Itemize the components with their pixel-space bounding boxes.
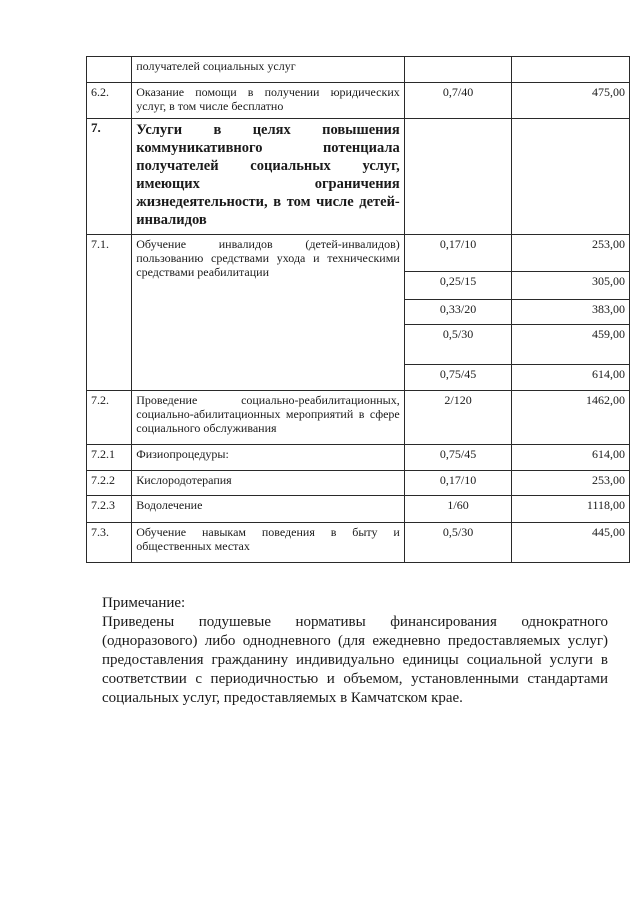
rate-cell: 2/120	[404, 391, 512, 445]
service-name: Кислородотерапия	[132, 471, 405, 496]
row-number: 7.2.	[87, 391, 132, 445]
section-row	[87, 119, 630, 235]
rate-cell: 0,75/45	[404, 365, 512, 391]
service-name: Обучение инвалидов (детей-инвалидов) пользованию средствами ухода и техническими средствами реабилитации	[132, 235, 405, 391]
note-text: Приведены подушевые нормативы финансирования однократного (одноразового) либо однодневного (для ежедневно предоставляемых услуг) предоставления гражданину индивидуально единицы социальной услуги в соответствии с периодичностью и объемом, установленными стандартами социальных услуг, предоставляемых в Камчатском крае.	[102, 614, 608, 706]
service-name: Водолечение	[132, 496, 405, 523]
table-row	[87, 83, 630, 119]
section-title: Услуги в целях повышения коммуникативного потенциала получателей социальных услуг, имеющих ограничения жизнедеятельности, в том числе детей-инвалидов	[132, 119, 405, 235]
row-number: 7.3.	[87, 523, 132, 563]
services-table	[86, 56, 630, 563]
row-number	[87, 57, 132, 83]
price-cell: 1118,00	[512, 496, 630, 523]
note-title: Примечание:	[102, 595, 186, 611]
price-cell: 383,00	[512, 300, 630, 325]
rate-cell: 0,5/30	[404, 523, 512, 563]
rate-cell: 0,33/20	[404, 300, 512, 325]
service-name: получателей социальных услуг	[132, 57, 405, 83]
price-cell: 305,00	[512, 272, 630, 300]
service-name: Физиопроцедуры:	[132, 445, 405, 471]
table-row	[87, 235, 630, 272]
rate-cell: 0,5/30	[404, 325, 512, 365]
price-cell: 1462,00	[512, 391, 630, 445]
price-cell: 614,00	[512, 445, 630, 471]
price-cell	[512, 119, 630, 235]
note-block	[102, 594, 608, 708]
rate-cell: 0,25/15	[404, 272, 512, 300]
service-name: Оказание помощи в получении юридических услуг, в том числе бесплатно	[132, 83, 405, 119]
table-row	[87, 471, 630, 496]
price-cell: 253,00	[512, 235, 630, 272]
price-cell: 253,00	[512, 471, 630, 496]
row-number: 7.1.	[87, 235, 132, 391]
row-number: 7.2.1	[87, 445, 132, 471]
table-row	[87, 391, 630, 445]
rate-cell	[404, 119, 512, 235]
rate-cell: 1/60	[404, 496, 512, 523]
price-cell	[512, 57, 630, 83]
rate-cell: 0,75/45	[404, 445, 512, 471]
rate-cell: 0,17/10	[404, 471, 512, 496]
row-number: 7.2.3	[87, 496, 132, 523]
rate-cell: 0,17/10	[404, 235, 512, 272]
section-number: 7.	[87, 119, 132, 235]
table-row	[87, 523, 630, 563]
table-row	[87, 445, 630, 471]
price-cell: 445,00	[512, 523, 630, 563]
rate-cell	[404, 57, 512, 83]
service-name: Обучение навыкам поведения в быту и общественных местах	[132, 523, 405, 563]
service-name: Проведение социально-реабилитационных, социально-абилитационных мероприятий в сфере социального обслуживания	[132, 391, 405, 445]
row-number: 6.2.	[87, 83, 132, 119]
row-number: 7.2.2	[87, 471, 132, 496]
price-cell: 459,00	[512, 325, 630, 365]
price-cell: 475,00	[512, 83, 630, 119]
table-row	[87, 496, 630, 523]
table-row	[87, 57, 630, 83]
price-cell: 614,00	[512, 365, 630, 391]
rate-cell: 0,7/40	[404, 83, 512, 119]
